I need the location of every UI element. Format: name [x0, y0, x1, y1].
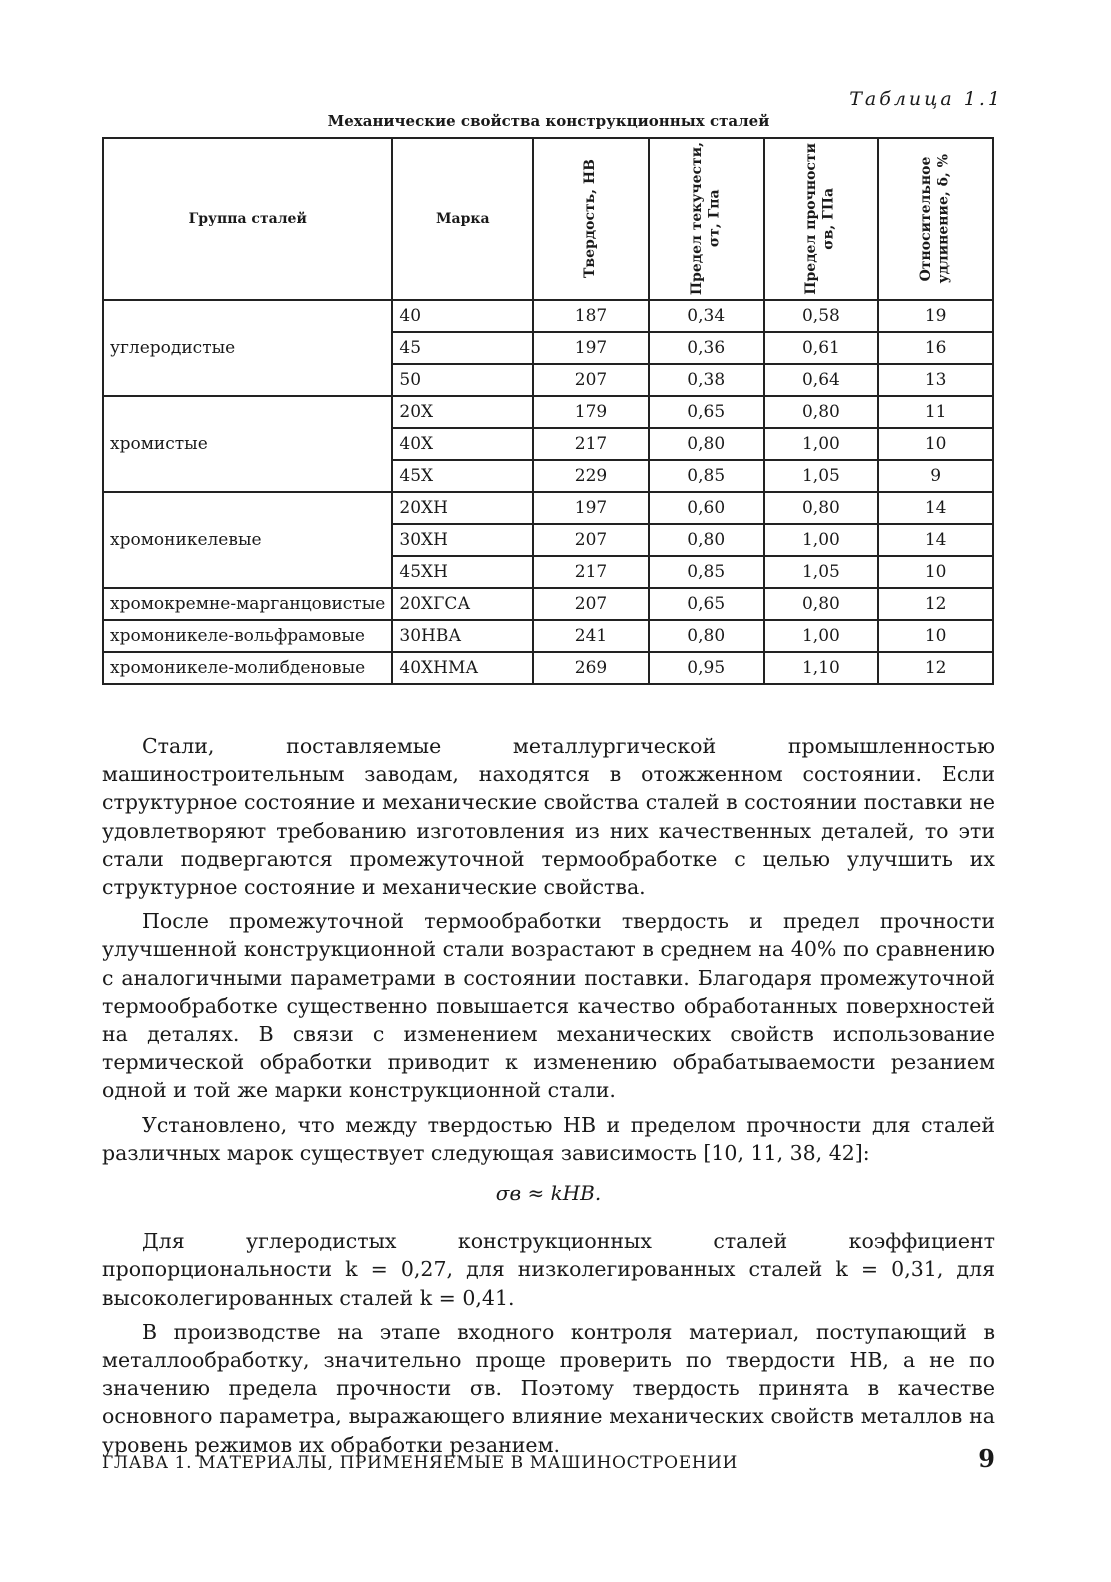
formula: σв ≈ kHB.: [495, 1181, 602, 1206]
grade-cell: 45Х: [392, 460, 533, 492]
tensile-cell: 0,64: [764, 364, 879, 396]
elongation-cell: 19: [878, 300, 993, 332]
grade-cell: 40Х: [392, 428, 533, 460]
table-row: [103, 300, 993, 332]
header-yield: Предел текучести, σт, Гпа: [649, 138, 764, 300]
hardness-cell: 217: [533, 428, 649, 460]
grade-cell: 30ХН: [392, 524, 533, 556]
table-header-row: [103, 138, 993, 300]
paragraph: Для углеродистых конструкционных сталей коэффициент пропорциональности k = 0,27, для низколегированных сталей k = 0,31, для высоколегированных сталей k = 0,41.: [102, 1229, 995, 1310]
table-row: [103, 620, 993, 652]
hardness-cell: 229: [533, 460, 649, 492]
elongation-cell: 13: [878, 364, 993, 396]
table-row: [103, 652, 993, 684]
hardness-cell: 179: [533, 396, 649, 428]
elongation-cell: 12: [878, 652, 993, 684]
tensile-cell: 1,00: [764, 524, 879, 556]
table-number: Таблица 1.1: [849, 88, 1003, 110]
yield-cell: 0,60: [649, 492, 764, 524]
grade-cell: 20Х: [392, 396, 533, 428]
yield-cell: 0,36: [649, 332, 764, 364]
grade-cell: 50: [392, 364, 533, 396]
tensile-cell: 0,61: [764, 332, 879, 364]
paragraph: Стали, поставляемые металлургической промышленностью машиностроительным заводам, находятся в отожженном состоянии. Если структурное состояние и механические свойства сталей в состоянии поставки не удовлетворяют требованию изготовления из них качественных деталей, то эти стали подвергаются промежуточной термообработке с целью улучшить их структурное состояние и механические свойства.: [102, 734, 995, 900]
table-row: [103, 588, 993, 620]
hardness-cell: 197: [533, 492, 649, 524]
yield-cell: 0,85: [649, 460, 764, 492]
group-cell: хромокремне-марганцовистые: [103, 588, 392, 620]
group-cell: углеродистые: [103, 300, 392, 396]
header-grade: Марка: [392, 138, 533, 300]
grade-cell: 20ХГСА: [392, 588, 533, 620]
grade-cell: 20ХН: [392, 492, 533, 524]
yield-cell: 0,65: [649, 396, 764, 428]
header-elongation: Относительное удлинение, δ, %: [878, 138, 993, 300]
tensile-cell: 1,05: [764, 460, 879, 492]
elongation-cell: 14: [878, 524, 993, 556]
paragraph: Установлено, что между твердостью HB и пределом прочности для сталей различных марок существует следующая зависимость [10, 11, 38, 42]:: [102, 1112, 995, 1165]
grade-cell: 45: [392, 332, 533, 364]
header-group: Группа сталей: [103, 138, 392, 300]
header-hardness: Твердость, HB: [533, 138, 649, 300]
grade-cell: 40ХНМА: [392, 652, 533, 684]
tensile-cell: 1,00: [764, 428, 879, 460]
grade-cell: 30НВА: [392, 620, 533, 652]
hardness-cell: 207: [533, 524, 649, 556]
yield-cell: 0,85: [649, 556, 764, 588]
hardness-cell: 217: [533, 556, 649, 588]
body-text: [102, 732, 995, 1465]
elongation-cell: 12: [878, 588, 993, 620]
page-number: 9: [978, 1444, 995, 1473]
elongation-cell: 9: [878, 460, 993, 492]
hardness-cell: 241: [533, 620, 649, 652]
elongation-cell: 11: [878, 396, 993, 428]
header-tensile: Предел прочности σв, ГПа: [764, 138, 879, 300]
yield-cell: 0,80: [649, 620, 764, 652]
hardness-cell: 207: [533, 364, 649, 396]
hardness-cell: 197: [533, 332, 649, 364]
yield-cell: 0,80: [649, 524, 764, 556]
grade-cell: 40: [392, 300, 533, 332]
running-footer-chapter: ГЛАВА 1. МАТЕРИАЛЫ, ПРИМЕНЯЕМЫЕ В МАШИНОСТРОЕНИИ: [102, 1453, 738, 1473]
elongation-cell: 10: [878, 620, 993, 652]
elongation-cell: 10: [878, 556, 993, 588]
group-cell: хромистые: [103, 396, 392, 492]
elongation-cell: 10: [878, 428, 993, 460]
tensile-cell: 1,10: [764, 652, 879, 684]
tensile-cell: 1,00: [764, 620, 879, 652]
paragraph: В производстве на этапе входного контроля материал, поступающий в металлообработку, значительно проще проверить по твердости HB, а не по значению предела прочности σв. Поэтому твердость принята в качестве основного параметра, выражающего влияние механических свойств металлов на уровень режимов их обработки резанием.: [102, 1319, 995, 1457]
hardness-cell: 269: [533, 652, 649, 684]
hardness-cell: 187: [533, 300, 649, 332]
yield-cell: 0,65: [649, 588, 764, 620]
tensile-cell: 0,80: [764, 588, 879, 620]
steel-properties-table: [102, 137, 994, 685]
table-row: [103, 396, 993, 428]
tensile-cell: 0,80: [764, 396, 879, 428]
tensile-cell: 1,05: [764, 556, 879, 588]
yield-cell: 0,80: [649, 428, 764, 460]
table-title: Механические свойства конструкционных сталей: [327, 112, 770, 130]
yield-cell: 0,38: [649, 364, 764, 396]
yield-cell: 0,95: [649, 652, 764, 684]
table-row: [103, 492, 993, 524]
group-cell: хромоникеле-молибденовые: [103, 652, 392, 684]
grade-cell: 45ХН: [392, 556, 533, 588]
group-cell: хромоникелевые: [103, 492, 392, 588]
yield-cell: 0,34: [649, 300, 764, 332]
paragraph: После промежуточной термообработки твердость и предел прочности улучшенной конструкционной стали возрастают в среднем на 40% по сравнению с аналогичными параметрами в состоянии поставки. Благодаря промежуточной термообработке существенно повышается качество обработанных поверхностей на деталях. В связи с изменением механических свойств использование термической обработки приводит к изменению обрабатываемости резанием одной и той же марки конструкционной стали.: [102, 909, 995, 1103]
group-cell: хромоникеле-вольфрамовые: [103, 620, 392, 652]
elongation-cell: 16: [878, 332, 993, 364]
elongation-cell: 14: [878, 492, 993, 524]
hardness-cell: 207: [533, 588, 649, 620]
tensile-cell: 0,58: [764, 300, 879, 332]
tensile-cell: 0,80: [764, 492, 879, 524]
